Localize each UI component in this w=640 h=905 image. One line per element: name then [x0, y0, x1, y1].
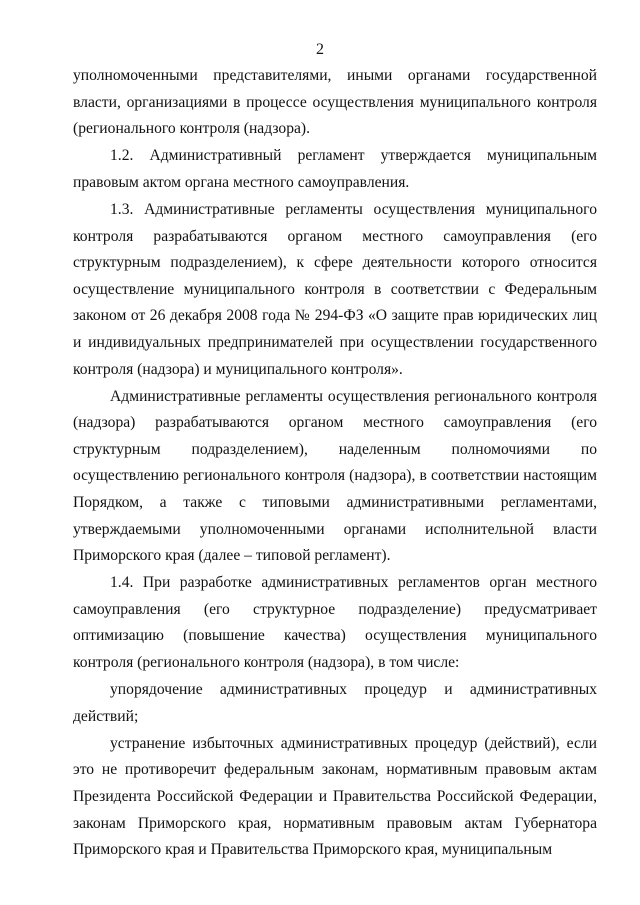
- paragraph-removing-redundant-procedures: устранение избыточных административных процедур (действий), если это не противоречит федеральным законам, нормативным правовым актам Президента Российской Федерации и Правительства Российской Федерации, законам Приморского края, нормативным правовым актам Губернатора Приморского края и Правительства Приморского края, муниципальным: [73, 734, 597, 859]
- paragraph-continuation: уполномоченными представителями, иными органами государственной власти, организациями в процессе осуществления муниципального контроля (регионального контроля (надзора).: [73, 67, 597, 138]
- page-number: 2: [316, 41, 324, 58]
- paragraph-1-3: 1.3. Административные регламенты осуществления муниципального контроля разрабатываются органом местного самоуправления (его структурным подразделением), к сфере деятельности которого относится осуществление муниципального контроля в соответствии с Федеральным законом от 26 декабря 2008 года № 294-ФЗ «О защите прав юридических лиц и индивидуальных предпринимателей при осуществлении государственного контроля (надзора) и муниципального контроля».: [73, 200, 597, 378]
- paragraph-ordering-procedures: упорядочение административных процедур и административных действий;: [73, 681, 597, 725]
- document-body: [73, 63, 597, 864]
- paragraph-regional-regulations: Административные регламенты осуществления регионального контроля (надзора) разрабатываются органом местного самоуправления (его структурным подразделением), наделенным полномочиями по осуществлению регионального контроля (надзора), в соответствии настоящим Порядком, а также с типовыми административными регламентами, утверждаемыми уполномоченными органами исполнительной власти Приморского края (далее – типовой регламент).: [73, 387, 597, 565]
- paragraph-1-2: 1.2. Административный регламент утверждается муниципальным правовым актом органа местного самоуправления.: [73, 147, 597, 191]
- paragraph-1-4: 1.4. При разработке административных регламентов орган местного самоуправления (его структурное подразделение) предусматривает оптимизацию (повышение качества) осуществления муниципального контроля (регионального контроля (надзора), в том числе:: [73, 574, 597, 672]
